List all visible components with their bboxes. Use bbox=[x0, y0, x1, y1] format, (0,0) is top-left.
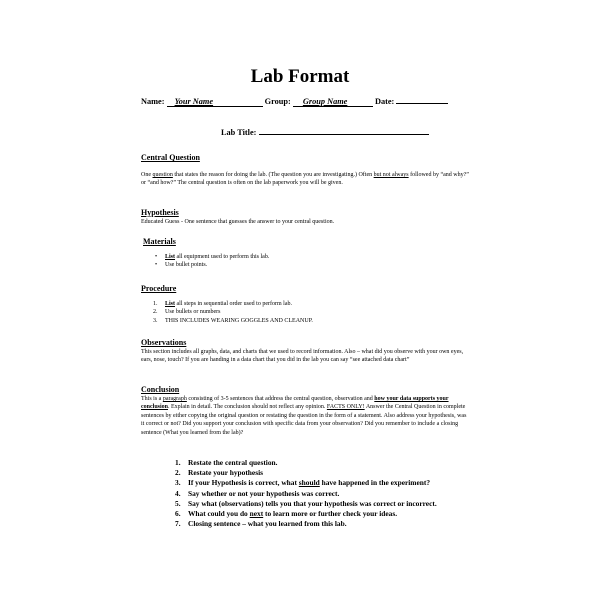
materials-section bbox=[141, 237, 471, 270]
hypothesis-section bbox=[141, 208, 471, 226]
list-item: 3. THIS INCLUDES WEARING GOGGLES AND CLEANUP. bbox=[153, 317, 313, 324]
list-item: 2. Use bullets or numbers bbox=[153, 309, 221, 316]
materials-heading: Materials bbox=[143, 237, 176, 246]
conclusion-text: This is a paragraph consisting of 3-5 sentences that address the central question, observation and how your data supports your conclusion. Explain in detail. The conclusion should not reflect any opinion. FACTS ONLY! Answer the Central Question in complete sentences by either copying the original question or restating the question in the form of a statement. Also address your hypothesis, was it correct or not? Did you support your conclusion with specific data from your observation? Did you remember to include a closing sentence (What you learned from the lab)? bbox=[141, 396, 467, 436]
list-item: 7. Closing sentence – what you learned from this lab. bbox=[175, 519, 347, 529]
hypothesis-text: Educated Guess - One sentence that guesses the answer to your central question. bbox=[141, 219, 335, 225]
date-label: Date: bbox=[374, 97, 395, 106]
name-label: Name: bbox=[141, 97, 165, 106]
name-field[interactable]: Your Name bbox=[167, 97, 263, 107]
list-item: 6. What could you do next to learn more or further check your ideas. bbox=[175, 509, 398, 519]
observations-section bbox=[141, 338, 471, 365]
observations-heading: Observations bbox=[141, 338, 187, 347]
procedure-heading: Procedure bbox=[141, 284, 177, 293]
hypothesis-heading: Hypothesis bbox=[141, 208, 179, 217]
page-title: Lab Format bbox=[250, 66, 350, 87]
conclusion-section bbox=[141, 385, 471, 437]
list-item: 4. Say whether or not your hypothesis was correct. bbox=[175, 488, 340, 498]
date-field[interactable] bbox=[396, 103, 448, 104]
list-item: • Use bullet points. bbox=[155, 262, 208, 269]
conclusion-heading: Conclusion bbox=[141, 385, 180, 394]
group-label: Group: bbox=[264, 97, 291, 106]
observations-text: This section includes all graphs, data, and charts that we used to record information. Also – what did you observe with your own eyes, ears, nose, touch? If you are handing in a data chart that you did in the lab you can say “see attached data chart” bbox=[141, 349, 464, 364]
lab-title-label: Lab Title: bbox=[221, 128, 257, 137]
list-item: • List all equipment used to perform this lab. bbox=[155, 254, 270, 260]
name-group-date-line bbox=[141, 97, 448, 107]
central-question-section bbox=[141, 153, 471, 188]
central-question-heading: Central Question bbox=[141, 153, 200, 162]
list-item: 2. Restate your hypothesis bbox=[175, 468, 264, 478]
conclusion-checklist bbox=[175, 458, 437, 529]
group-field[interactable]: Group Name bbox=[293, 97, 373, 107]
materials-list bbox=[141, 253, 471, 270]
procedure-section bbox=[141, 284, 471, 325]
central-question-text: One question that states the reason for doing the lab. (The question you are investigating.) Often but not always followed by “and why?” or “and how?” The central question is often on the lab paperwork you will be given. bbox=[141, 172, 469, 187]
list-item: 3. If your Hypothesis is correct, what should have happened in the experiment? bbox=[175, 478, 431, 488]
list-item: 5. Say what (observations) tells you that your hypothesis was correct or incorrect. bbox=[175, 498, 437, 508]
lab-title-field[interactable] bbox=[259, 126, 429, 135]
procedure-list bbox=[141, 300, 471, 325]
lab-title-line bbox=[221, 126, 429, 137]
list-item: 1. List all steps in sequential order used to perform lab. bbox=[153, 301, 292, 307]
list-item: 1. Restate the central question. bbox=[175, 458, 278, 467]
